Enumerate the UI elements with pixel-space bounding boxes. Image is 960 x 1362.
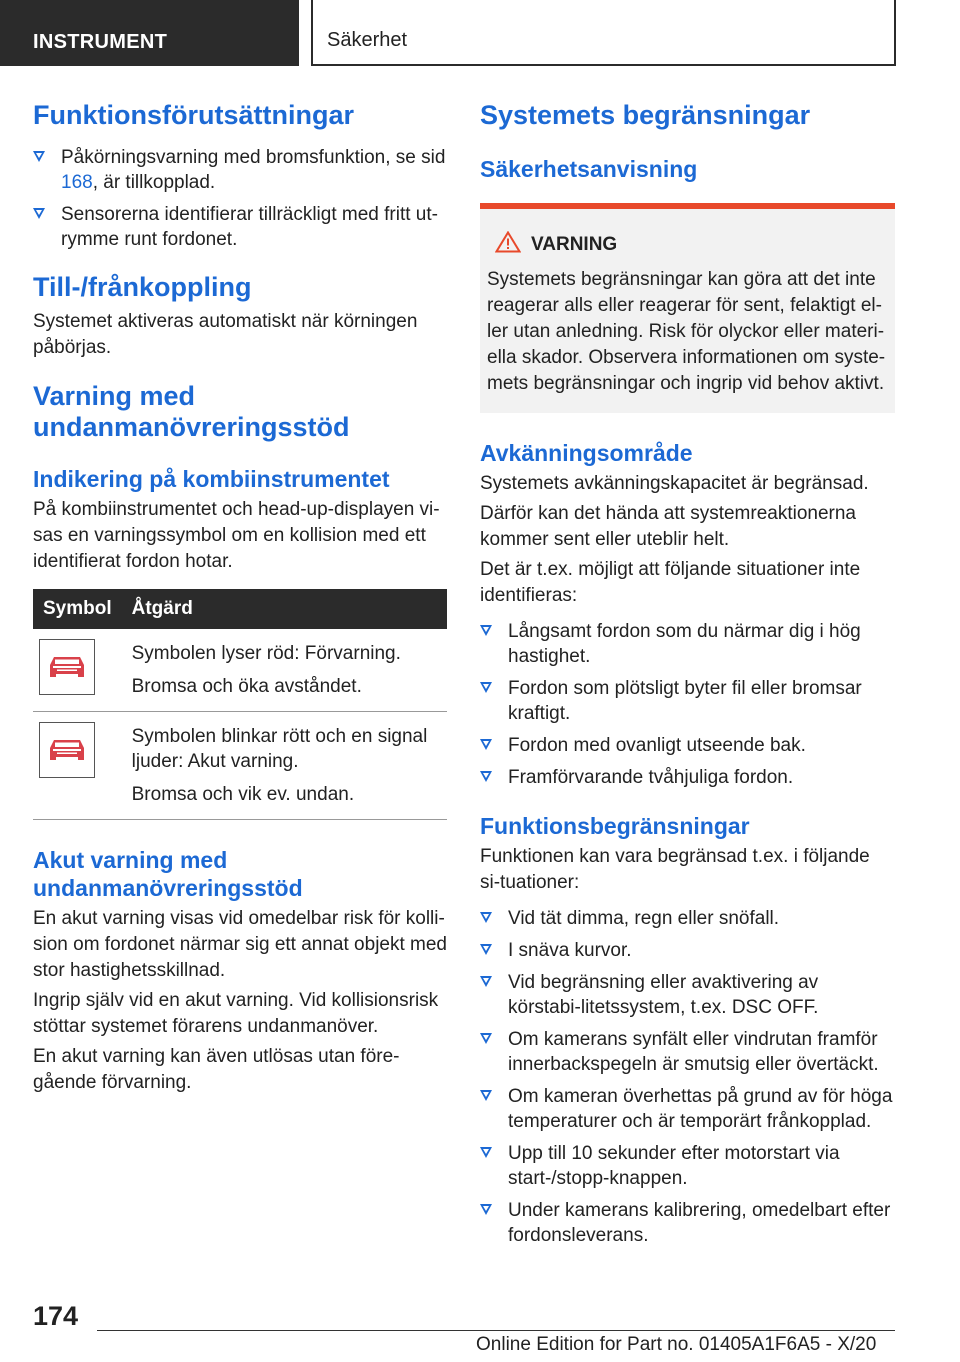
paragraph: Ingrip själv vid en akut varning. Vid kollisionsrisk stöttar systemet förarens undanmanöver. <box>33 990 439 1037</box>
table-row <box>33 629 447 712</box>
list-item: Framförvarande tvåhjuliga fordon. <box>480 765 895 790</box>
bullet-triangle-icon <box>480 625 492 636</box>
heading-akut-varning: Akut varning med undanmanövreringsstöd <box>33 847 303 901</box>
action-text: Bromsa och vik ev. undan. <box>131 784 355 805</box>
car-warning-icon <box>39 639 95 695</box>
bullet-triangle-icon <box>480 1033 492 1044</box>
paragraph: Därför kan det hända att systemreaktionerna kommer sent eller uteblir helt. <box>480 503 856 550</box>
footer-divider <box>97 1330 895 1331</box>
paragraph: Funktionen kan vara begränsad t.ex. i följande si-tuationer: <box>480 846 870 893</box>
list-item: Vid begränsning eller avaktivering av körstabi-litetssystem, t.ex. DSC OFF. <box>480 970 895 1020</box>
car-warning-icon <box>39 722 95 778</box>
bullet-triangle-icon <box>480 976 492 987</box>
bullet-triangle-icon <box>480 912 492 923</box>
limitations-list <box>480 906 895 1248</box>
list-item: Fordon som plötsligt byter fil eller bromsar kraftigt. <box>480 676 895 726</box>
bullet-triangle-icon <box>480 944 492 955</box>
list-item: Vid tät dimma, regn eller snöfall. <box>480 906 895 931</box>
chapter-tab[interactable] <box>311 0 896 66</box>
heading-varning: Varning med undanmanövreringsstöd <box>33 381 350 442</box>
heading-systemets-begransningar: Systemets begränsningar <box>480 100 811 130</box>
paragraph: En akut varning kan även utlösas utan före-gående förvarning. <box>33 1046 400 1093</box>
bullet-triangle-icon <box>33 208 45 219</box>
warning-box <box>480 203 895 413</box>
table-header-symbol: Symbol <box>33 589 122 629</box>
action-text: Symbolen blinkar rött och en signal ljuder: Akut varning. <box>131 726 428 772</box>
footer-edition: Online Edition for Part no. 01405A1F6A5 - X/20 <box>476 1334 877 1355</box>
chapter-title: Säkerhet <box>327 29 408 51</box>
bullet-triangle-icon <box>480 771 492 782</box>
warning-triangle-icon <box>495 231 521 259</box>
warning-title: VARNING <box>531 234 618 255</box>
heading-sakerhetsanvisning: Säkerhetsanvisning <box>480 156 698 182</box>
list-item: Sensorerna identifierar tillräckligt med fritt ut-rymme runt fordonet. <box>33 202 447 252</box>
paragraph: På kombiinstrumentet och head-up-displayen vi-sas en varningssymbol om en kollision med ett identifierat fordon hotar. <box>33 499 440 572</box>
undetected-list <box>480 619 895 790</box>
action-text: Symbolen lyser röd: Förvarning. <box>131 643 401 664</box>
symbol-table <box>33 589 447 820</box>
paragraph: Systemets avkänningskapacitet är begränsad. <box>480 473 869 494</box>
bullet-triangle-icon <box>33 151 45 162</box>
list-item: Upp till 10 sekunder efter motorstart via start-/stopp-knappen. <box>480 1141 895 1191</box>
paragraph: Systemet aktiveras automatiskt när körningen påbörjas. <box>33 311 418 358</box>
paragraph: Det är t.ex. möjligt att följande situationer inte identifieras: <box>480 559 861 606</box>
heading-till-franskoppling: Till-/frånkoppling <box>33 272 252 302</box>
list-item: Fordon med ovanligt utseende bak. <box>480 733 895 758</box>
heading-indikering: Indikering på kombiinstrumentet <box>33 466 390 492</box>
heading-avkanningsomrade: Avkänningsområde <box>480 440 693 466</box>
action-text: Bromsa och öka avståndet. <box>131 676 362 697</box>
page-link[interactable]: 168 <box>61 172 93 193</box>
section-title: INSTRUMENT <box>33 31 168 53</box>
section-tab[interactable] <box>0 0 299 66</box>
bullet-triangle-icon <box>480 1204 492 1215</box>
bullet-triangle-icon <box>480 739 492 750</box>
paragraph: En akut varning visas vid omedelbar risk för kolli-sion om fordonet närmar sig ett annat objekt med stor hastighetsskillnad. <box>33 908 448 981</box>
warning-text: Systemets begränsningar kan göra att det inte reagerar alls eller reagerar för sent, felaktigt el-ler utan anledning. Risk för olyckor eller materi-ella skador. Observera informationen om syste-mets begränsningar och ingrip vid behov aktivt. <box>487 269 886 394</box>
bullet-triangle-icon <box>480 1090 492 1101</box>
heading-funktionsbegransningar: Funktionsbegränsningar <box>480 813 750 839</box>
list-item: Om kamerans synfält eller vindrutan framför innerbackspegeln är smutsig eller övertäckt. <box>480 1027 895 1077</box>
list-item: Påkörningsvarning med bromsfunktion, se sid 168, är tillkopplad. <box>33 145 447 195</box>
bullet-triangle-icon <box>480 682 492 693</box>
list-item: I snäva kurvor. <box>480 938 895 963</box>
list-item: Under kamerans kalibrering, omedelbart efter fordonsleverans. <box>480 1198 895 1248</box>
list-item: Långsamt fordon som du närmar dig i hög hastighet. <box>480 619 895 669</box>
prerequisites-list <box>33 145 447 252</box>
table-header-action: Åtgärd <box>122 589 447 629</box>
left-column <box>33 100 447 1096</box>
table-row <box>33 712 447 820</box>
page-number: 174 <box>33 1301 79 1331</box>
right-column <box>480 100 895 1255</box>
bullet-triangle-icon <box>480 1147 492 1158</box>
list-item: Om kameran överhettas på grund av för höga temperaturer och är temporärt frånkopplad. <box>480 1084 895 1134</box>
heading-funktionsforutsattningar: Funktionsförutsättningar <box>33 100 354 130</box>
